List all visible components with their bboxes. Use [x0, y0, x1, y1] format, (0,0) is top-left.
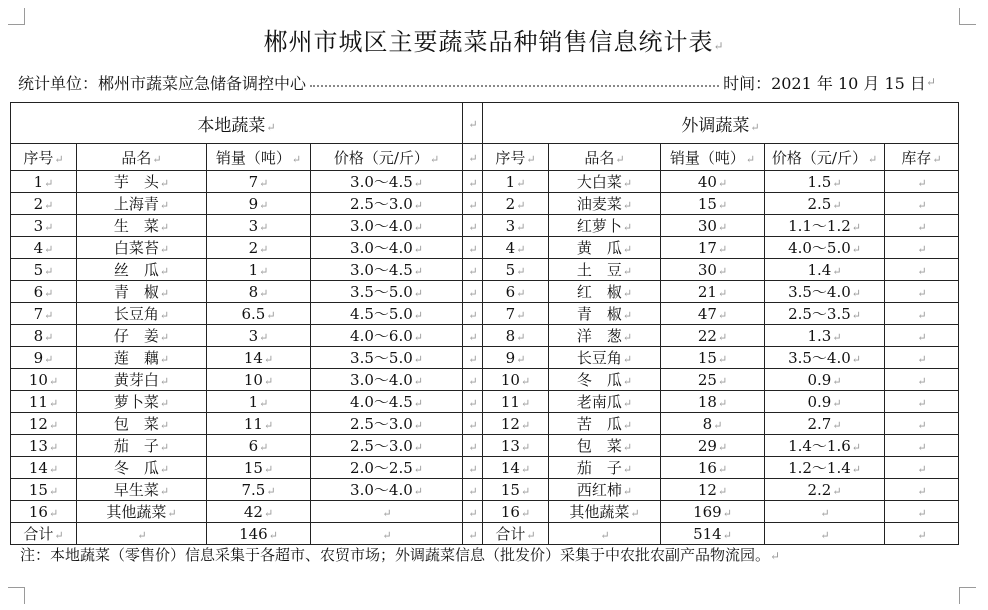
separator-cell: ↵ — [463, 479, 483, 501]
row-imported-no: 11↵ — [483, 391, 549, 413]
table-row — [11, 259, 959, 281]
row-imported-name: 大白菜↵ — [549, 171, 661, 193]
table-row — [11, 479, 959, 501]
row-imported-name: 长豆角↵ — [549, 347, 661, 369]
row-imported-qty: 21↵ — [661, 281, 765, 303]
row-local-qty: 3↵ — [207, 325, 311, 347]
row-imported-stock: ↵ — [885, 259, 959, 281]
row-local-name: 其他蔬菜↵ — [77, 501, 207, 523]
row-imported-stock: ↵ — [885, 369, 959, 391]
row-imported-qty: 17↵ — [661, 237, 765, 259]
row-local-qty: 42↵ — [207, 501, 311, 523]
subtitle-line — [18, 70, 936, 94]
total-imported-label: 合计↵ — [483, 523, 549, 545]
total-local-name: ↵ — [77, 523, 207, 545]
row-imported-no: 2↵ — [483, 193, 549, 215]
table-row — [11, 303, 959, 325]
table-row — [11, 413, 959, 435]
separator-cell: ↵ — [463, 369, 483, 391]
row-imported-qty: 29↵ — [661, 435, 765, 457]
col-header-local-name: 品名↵ — [77, 144, 207, 171]
row-local-price: 4.0～6.0↵ — [311, 325, 463, 347]
row-local-name: 上海青↵ — [77, 193, 207, 215]
row-imported-name: 黄 瓜↵ — [549, 237, 661, 259]
row-local-no: 6↵ — [11, 281, 77, 303]
row-local-no: 3↵ — [11, 215, 77, 237]
row-imported-no: 4↵ — [483, 237, 549, 259]
row-local-price: 3.5～5.0↵ — [311, 281, 463, 303]
col-header-local-price: 价格（元/斤）↵ — [311, 144, 463, 171]
row-local-price: 2.5～3.0↵ — [311, 193, 463, 215]
row-local-name: 冬 瓜↵ — [77, 457, 207, 479]
row-local-no: 12↵ — [11, 413, 77, 435]
row-imported-no: 10↵ — [483, 369, 549, 391]
imported-section-header: 外调蔬菜↵ — [483, 103, 959, 144]
row-imported-qty: 18↵ — [661, 391, 765, 413]
row-local-name: 茄 子↵ — [77, 435, 207, 457]
row-imported-qty: 30↵ — [661, 259, 765, 281]
row-imported-qty: 22↵ — [661, 325, 765, 347]
total-imported-stock: ↵ — [885, 523, 959, 545]
row-local-no: 10↵ — [11, 369, 77, 391]
row-imported-price: 2.5～3.5↵ — [765, 303, 885, 325]
row-imported-price: 3.5～4.0↵ — [765, 347, 885, 369]
row-local-no: 14↵ — [11, 457, 77, 479]
row-imported-qty: 15↵ — [661, 347, 765, 369]
row-imported-price: 0.9↵ — [765, 391, 885, 413]
row-imported-price: 1.2～1.4↵ — [765, 457, 885, 479]
row-imported-price: 2.2↵ — [765, 479, 885, 501]
row-local-name: 黄芽白↵ — [77, 369, 207, 391]
separator-cell: ↵ — [463, 523, 483, 545]
row-imported-stock: ↵ — [885, 347, 959, 369]
row-local-no: 5↵ — [11, 259, 77, 281]
row-imported-name: 青 椒↵ — [549, 303, 661, 325]
col-header-imported-qty: 销量（吨）↵ — [661, 144, 765, 171]
row-imported-price: 1.1～1.2↵ — [765, 215, 885, 237]
row-local-name: 早生菜↵ — [77, 479, 207, 501]
row-imported-stock: ↵ — [885, 171, 959, 193]
table-row — [11, 281, 959, 303]
separator-cell: ↵ — [463, 281, 483, 303]
row-imported-price: ↵ — [765, 501, 885, 523]
row-local-no: 4↵ — [11, 237, 77, 259]
row-local-qty: 11↵ — [207, 413, 311, 435]
col-header-imported-name: 品名↵ — [549, 144, 661, 171]
row-local-qty: 1↵ — [207, 391, 311, 413]
separator-cell: ↵ — [463, 391, 483, 413]
row-local-qty: 9↵ — [207, 193, 311, 215]
row-imported-stock: ↵ — [885, 281, 959, 303]
row-imported-qty: 12↵ — [661, 479, 765, 501]
total-imported-price: ↵ — [765, 523, 885, 545]
column-header-row — [11, 144, 959, 171]
row-imported-stock: ↵ — [885, 303, 959, 325]
row-imported-name: 红 椒↵ — [549, 281, 661, 303]
row-imported-price: 3.5～4.0↵ — [765, 281, 885, 303]
table-row — [11, 325, 959, 347]
row-local-name: 丝 瓜↵ — [77, 259, 207, 281]
col-header-imported-stock: 库存↵ — [885, 144, 959, 171]
dotted-leader — [310, 75, 719, 87]
row-imported-name: 冬 瓜↵ — [549, 369, 661, 391]
row-local-qty: 14↵ — [207, 347, 311, 369]
row-imported-stock: ↵ — [885, 193, 959, 215]
row-imported-no: 3↵ — [483, 215, 549, 237]
separator-cell: ↵ — [463, 193, 483, 215]
total-imported-qty: 514↵ — [661, 523, 765, 545]
page-corner-mark — [8, 587, 25, 604]
row-imported-price: 1.4↵ — [765, 259, 885, 281]
row-local-price: 3.0～4.5↵ — [311, 171, 463, 193]
row-local-no: 7↵ — [11, 303, 77, 325]
table-row — [11, 193, 959, 215]
row-imported-no: 15↵ — [483, 479, 549, 501]
separator-cell: ↵ — [463, 347, 483, 369]
separator-cell: ↵ — [463, 325, 483, 347]
row-local-no: 9↵ — [11, 347, 77, 369]
row-imported-qty: 47↵ — [661, 303, 765, 325]
row-local-no: 16↵ — [11, 501, 77, 523]
row-local-name: 仔 姜↵ — [77, 325, 207, 347]
row-local-qty: 1↵ — [207, 259, 311, 281]
row-imported-name: 洋 葱↵ — [549, 325, 661, 347]
vegetable-sales-table — [10, 102, 959, 545]
row-imported-name: 土 豆↵ — [549, 259, 661, 281]
row-local-name: 芋 头↵ — [77, 171, 207, 193]
row-imported-price: 2.7↵ — [765, 413, 885, 435]
row-imported-no: 5↵ — [483, 259, 549, 281]
row-imported-qty: 8↵ — [661, 413, 765, 435]
row-local-no: 1↵ — [11, 171, 77, 193]
row-local-price: 3.0～4.0↵ — [311, 215, 463, 237]
totals-row — [11, 523, 959, 545]
table-row — [11, 435, 959, 457]
row-imported-qty: 25↵ — [661, 369, 765, 391]
report-date: 时间：2021 年 10 月 15 日 — [723, 73, 926, 93]
table-row — [11, 347, 959, 369]
row-imported-no: 14↵ — [483, 457, 549, 479]
total-local-price: ↵ — [311, 523, 463, 545]
row-local-price: 2.5～3.0↵ — [311, 435, 463, 457]
row-imported-stock: ↵ — [885, 391, 959, 413]
separator-cell: ↵ — [463, 457, 483, 479]
row-imported-stock: ↵ — [885, 237, 959, 259]
row-imported-no: 6↵ — [483, 281, 549, 303]
row-imported-stock: ↵ — [885, 413, 959, 435]
row-imported-stock: ↵ — [885, 215, 959, 237]
row-local-qty: 3↵ — [207, 215, 311, 237]
section-header-row — [11, 103, 959, 144]
separator-cell: ↵ — [463, 237, 483, 259]
row-local-name: 包 菜↵ — [77, 413, 207, 435]
separator-cell: ↵ — [463, 501, 483, 523]
row-local-name: 萝卜菜↵ — [77, 391, 207, 413]
separator-cell: ↵ — [463, 435, 483, 457]
title-text: 郴州市城区主要蔬菜品种销售信息统计表 — [263, 28, 714, 56]
row-local-price: 4.0～4.5↵ — [311, 391, 463, 413]
row-local-price: 3.0～4.5↵ — [311, 259, 463, 281]
paragraph-mark: ↵ — [925, 75, 936, 89]
col-header-local-no: 序号↵ — [11, 144, 77, 171]
row-local-name: 莲 藕↵ — [77, 347, 207, 369]
row-imported-qty: 40↵ — [661, 171, 765, 193]
row-local-qty: 6.5↵ — [207, 303, 311, 325]
row-local-no: 13↵ — [11, 435, 77, 457]
row-local-price: 4.5～5.0↵ — [311, 303, 463, 325]
row-local-price: 2.0～2.5↵ — [311, 457, 463, 479]
row-local-no: 11↵ — [11, 391, 77, 413]
row-local-qty: 7.5↵ — [207, 479, 311, 501]
table-row — [11, 237, 959, 259]
row-local-price: 3.5～5.0↵ — [311, 347, 463, 369]
row-imported-qty: 16↵ — [661, 457, 765, 479]
row-local-name: 青 椒↵ — [77, 281, 207, 303]
row-local-price: 3.0～4.0↵ — [311, 237, 463, 259]
row-imported-no: 13↵ — [483, 435, 549, 457]
row-local-name: 生 菜↵ — [77, 215, 207, 237]
row-imported-stock: ↵ — [885, 501, 959, 523]
row-local-qty: 10↵ — [207, 369, 311, 391]
row-imported-name: 红萝卜↵ — [549, 215, 661, 237]
row-imported-no: 8↵ — [483, 325, 549, 347]
total-local-qty: 146↵ — [207, 523, 311, 545]
row-local-price: 3.0～4.0↵ — [311, 479, 463, 501]
row-imported-stock: ↵ — [885, 325, 959, 347]
row-imported-name: 其他蔬菜↵ — [549, 501, 661, 523]
table-row — [11, 215, 959, 237]
row-imported-qty: 30↵ — [661, 215, 765, 237]
table-row — [11, 369, 959, 391]
row-imported-no: 9↵ — [483, 347, 549, 369]
row-local-qty: 2↵ — [207, 237, 311, 259]
paragraph-mark: ↵ — [770, 549, 781, 563]
row-imported-price: 0.9↵ — [765, 369, 885, 391]
row-imported-qty: 15↵ — [661, 193, 765, 215]
row-local-qty: 15↵ — [207, 457, 311, 479]
separator-cell: ↵ — [463, 413, 483, 435]
row-imported-stock: ↵ — [885, 479, 959, 501]
row-imported-stock: ↵ — [885, 457, 959, 479]
col-header-imported-no: 序号↵ — [483, 144, 549, 171]
local-section-header: 本地蔬菜↵ — [11, 103, 463, 144]
row-imported-price: 4.0～5.0↵ — [765, 237, 885, 259]
col-header-local-qty: 销量（吨）↵ — [207, 144, 311, 171]
paragraph-mark: ↵ — [713, 39, 725, 53]
row-local-price: ↵ — [311, 501, 463, 523]
row-imported-name: 老南瓜↵ — [549, 391, 661, 413]
row-local-name: 长豆角↵ — [77, 303, 207, 325]
row-local-no: 15↵ — [11, 479, 77, 501]
row-imported-name: 苦 瓜↵ — [549, 413, 661, 435]
table-row — [11, 501, 959, 523]
separator-cell: ↵ — [463, 303, 483, 325]
row-imported-name: 包 菜↵ — [549, 435, 661, 457]
separator-cell: ↵ — [463, 259, 483, 281]
row-imported-qty: 169↵ — [661, 501, 765, 523]
row-local-price: 2.5～3.0↵ — [311, 413, 463, 435]
row-imported-name: 西红柿↵ — [549, 479, 661, 501]
row-imported-price: 1.3↵ — [765, 325, 885, 347]
total-local-label: 合计↵ — [11, 523, 77, 545]
row-imported-no: 1↵ — [483, 171, 549, 193]
row-imported-price: 1.4～1.6↵ — [765, 435, 885, 457]
row-imported-no: 7↵ — [483, 303, 549, 325]
row-imported-no: 16↵ — [483, 501, 549, 523]
row-local-name: 白菜苔↵ — [77, 237, 207, 259]
table-row — [11, 171, 959, 193]
row-imported-name: 油麦菜↵ — [549, 193, 661, 215]
separator-cell: ↵ — [463, 171, 483, 193]
row-imported-price: 2.5↵ — [765, 193, 885, 215]
table-row — [11, 457, 959, 479]
separator-cell: ↵ — [463, 215, 483, 237]
separator-cell: ↵ — [463, 103, 483, 144]
row-imported-name: 茄 子↵ — [549, 457, 661, 479]
row-local-no: 8↵ — [11, 325, 77, 347]
document-title — [0, 22, 988, 57]
row-imported-no: 12↵ — [483, 413, 549, 435]
row-imported-price: 1.5↵ — [765, 171, 885, 193]
row-local-price: 3.0～4.0↵ — [311, 369, 463, 391]
page-corner-mark — [959, 587, 976, 604]
row-local-qty: 6↵ — [207, 435, 311, 457]
footnote: 注：本地蔬菜（零售价）信息采集于各超市、农贸市场；外调蔬菜信息（批发价）采集于中农批农副产品物流园。↵ — [20, 546, 781, 564]
row-local-no: 2↵ — [11, 193, 77, 215]
row-local-qty: 8↵ — [207, 281, 311, 303]
row-imported-stock: ↵ — [885, 435, 959, 457]
row-local-qty: 7↵ — [207, 171, 311, 193]
separator-cell: ↵ — [463, 144, 483, 171]
total-imported-name: ↵ — [549, 523, 661, 545]
col-header-imported-price: 价格（元/斤）↵ — [765, 144, 885, 171]
statistics-unit: 统计单位：郴州市蔬菜应急储备调控中心 — [18, 73, 307, 93]
table-row — [11, 391, 959, 413]
